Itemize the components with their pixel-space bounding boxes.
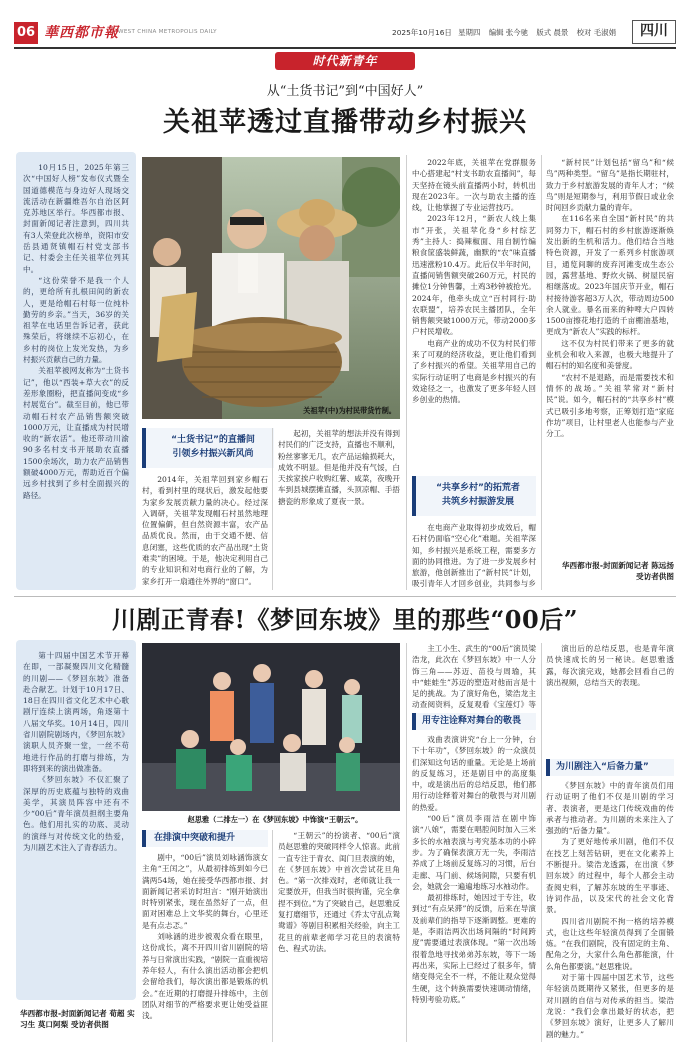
story1-body-col-a bbox=[142, 474, 268, 590]
story2-subhead2-box bbox=[412, 713, 536, 730]
story1-paragraph: 2022年底，关祖苹在党群服务中心搭建起“村支书助农直播间”，每天坚持在镜头前直播两小时，转机出现在2023年。一次与助农主播的连线，让他掌握了专业运营技巧。 bbox=[412, 158, 536, 213]
story1-kicker: 从“土货书记”到“中国好人” bbox=[266, 84, 424, 99]
story1-paragraph: “农村不是退路，而是需要技术和情怀的战场。”关祖苹常对“新村民”说。如今，帽石村的“共享乡村”模式已吸引多地考察，正筹划打造“家庭作坊”项目，让村里老人也能参与产业分工。 bbox=[546, 372, 674, 439]
story2-body-col-c bbox=[412, 643, 536, 709]
section-label: 四川 bbox=[632, 20, 676, 44]
story2-paragraph: 戏曲表演讲究“台上一分钟，台下十年功”，《梦回东坡》的一众演员们深知这句话的重量。无论是上场前的反复练习，还是剧目中的高度集中，或是演出后的总结反思，他们都用行动诠释着对舞台的敬畏与对川剧的热爱。 bbox=[412, 735, 536, 812]
livestream-photo-illustration bbox=[142, 157, 400, 419]
story2-headline: 川剧正青春!《梦回东坡》里的那些“00后” bbox=[111, 605, 579, 634]
story2-paragraph: 演出后的总结反思，也是青年演员快速成长的另一秘诀。赵思雅透露，每次演完戏，她都会回看自己的演出视频，总结当天的表现。 bbox=[546, 644, 674, 687]
story1-paragraph: 在116名来自全国“新村民”的共同努力下，帽石村的乡村旅游逐渐焕发出新的生机和活力。他们结合当地特色资源，开发了一系列乡村旅游项目，通览间聊的废弃河滩变成生态公园，露营基地、野炊火锅、树屋民宿相继落成。2023年国庆节开业，帽石村接待游客超3万人次，带动周边500余人就业。暴名而来的种啤大户四转1500亩擦花地打造的千亩棚油基地，更成为“新农人”实践的标杆。 bbox=[546, 214, 674, 337]
story2-body-col-b bbox=[278, 830, 400, 1042]
story2-paragraph: “00后”演员李雨洁在剧中饰演“八娘”，需要在唱腔间时加入三米多长的水袖表演与考究基本功的小碎步。为了确保表演万无一失，李雨洁养成了上场前反复练习的习惯，后台走廊、马门前、候场间隙，只要有机会，她就会一遍遍地练习水袖动作。 bbox=[412, 814, 536, 891]
story2-subhead1: 在排演中突破和提升 bbox=[154, 833, 236, 843]
story2-paragraph: 《梦回东坡》中的青年演员们用行动证明了他们不仅是川剧的学习者、表演者，更是这门传统戏曲的传承者与推动者。为川剧的未来注入了强劲的“后备力量”。 bbox=[546, 781, 674, 836]
story1-paragraph: 2014年，关祖苹回到家乡帽石村，看到村里的现状后，激发起他要为家乡发展贡献力量的决心。经过深入调研，关祖苹发现帽石村虽然地理位置偏僻，但自然资源丰富，农产品品质优良。然而，由于交通不便、信息闭塞，这些优质的农产品出现“土货难卖”的困境。于是，他决定利用自己的专业知识和对电商行业的了解，为家乡打开一扇通往外界的“窗口”。 bbox=[142, 475, 268, 586]
story2-paragraph: 对于第十四届中国艺术节，这些年轻演员既期待又紧张，但更多的是对川剧的自信与对传承的担当。梁浩龙说：“我们会拿出最好的状态，把《梦回东坡》演好，让更多人了解川剧的魅力。” bbox=[546, 973, 674, 1039]
story2-byline: 华西都市报-封面新闻记者 荀超 实习生 莫口阿梨 受访者供图 bbox=[20, 1009, 135, 1029]
story2-paragraph: 主工小生、武生的“00后”演员梁浩龙，此次在《梦回东坡》中一人分饰三角——苏迈、苗役与周瑜，其中“蛙蛙生”苏迈的塑造对他而言是十足的挑战。为了演好角色，梁浩龙主动查阅资料，反复观看《宝莲灯》等 bbox=[412, 644, 536, 709]
story1-body-col-b bbox=[278, 428, 400, 590]
story1-photo bbox=[142, 157, 400, 419]
story2-photo-caption: 赵思雅（二排左一）在《梦回东坡》中饰演“王朝云”。 bbox=[187, 815, 363, 824]
story2-subhead3-box bbox=[546, 759, 674, 776]
story2-paragraph: 剧中，“00后”演员刘咏涵饰演女主角“王闰之”，从最初排练到如今已满两54场，她在接受华西都市报、封面新闻记者采访时坦言：“刚开始演出时特别紧张，现在虽然好了一点，但面对困难总上文华奖的舞台，心里还是有点忐忑。” bbox=[142, 853, 268, 930]
story2-paragraph: “王朝云”的扮演者、“00后”演员赵思雅的突破同样令人惊喜。此前一直专注于青衣、闺门旦表演的她，在《梦回东坡》中首次尝试花旦角色。“第一次排戏时，老师就让我一定要放开，但我当时很拘谨，完全拿捏不到位。”为了突破自己，赵思雅反复打磨细节，还通过《乔太守乱点鸳鸯谱》等剧目积累相关经验，向主工花旦的前辈老师学习花旦的表演特色、程式功法。 bbox=[278, 831, 400, 953]
column-divider bbox=[272, 428, 273, 590]
story-divider bbox=[14, 596, 676, 597]
story1-subhead: “土货书记”的直播间 引领乡村振兴新风尚 bbox=[171, 435, 255, 459]
header-rule bbox=[14, 47, 676, 49]
story1-subhead2-box bbox=[412, 476, 536, 516]
story1-body-col-d bbox=[412, 522, 536, 590]
story2-body-col-d bbox=[412, 734, 536, 1042]
story2-intro-box bbox=[16, 640, 136, 1000]
page-number: 06 bbox=[14, 22, 38, 44]
story1-paragraph: 电商产业的成功不仅为村民们带来了可观的经济收益，更让他们看到了乡村振兴的希望。关祖苹用自己的实际行动证明了电商是乡村振兴的有效途径之一，也激发了更多年轻人回乡创业的热情。 bbox=[412, 338, 536, 405]
story1-intro-paragraph: 关祖苹被网友称为“土货书记”，他以“西装+草大衣”的反差形象圈粉，把直播间变成“乡村展览台”。截至目前，他已带动帽石村农产品销售额突破1000万元，让直播成为村民增收的“新农活”。他还带动川渝90多名村支书开展助农直播1500余场次，助力农产品销售额破4000万元，帮助近百个偏远乡村找到了乡村全面振兴的路径。 bbox=[23, 366, 129, 500]
story2-subhead2: 用专注诠释对舞台的敬畏 bbox=[422, 716, 522, 726]
story2-body-col-a bbox=[142, 852, 268, 1042]
column-divider bbox=[541, 155, 542, 590]
story1-headline: 关祖苹透过直播带动乡村振兴 bbox=[163, 107, 527, 138]
story1-intro-paragraph: “这份荣誉不是我一个人的，更给所有扎根田间的新农人，更是给帽石村每一位纯朴勤劳的乡亲。”当天，36岁的关祖苹在电话里告诉记者，获此殊荣后，将继续不忘初心，在乡村的岗位上发光发热，为乡村振兴贡献自己的力量。 bbox=[23, 275, 129, 365]
story1-body-col-c bbox=[412, 157, 536, 469]
story1-body-col-e bbox=[546, 157, 674, 555]
column-divider bbox=[406, 155, 407, 590]
section-banner bbox=[275, 52, 415, 70]
paper-name-en: WEST CHINA METROPOLIS DAILY bbox=[118, 29, 217, 35]
column-divider bbox=[541, 643, 542, 1042]
story1-paragraph: 起初，关祖苹的想法并没有得到村民们的广泛支持，直播也不顺利，粉丝寥寥无几，农产品运输损耗大，成效不明显。但是他并没有气馁，白天挨家挨户收购红薯、咸菜，夜晚开车到县城摆摊直播，头顶凉帽、手捂搪瓷的形象成了夏夜一景。 bbox=[278, 429, 400, 506]
story2-intro-paragraph: 第十四届中国艺术节开幕在即，一部凝聚四川文化精髓的川剧——《梦回东坡》准备赴合献艺。计划于10月17日、18日在四川省文化艺术中心歌剧厅连续上演两场，角逐第十八届文华奖。10月14日，四川省川剧院剧场内，《梦回东坡》演职人员齐聚一堂，一丝不苟地进行作品的打磨与排练，为即将到来的演出做准备。 bbox=[23, 651, 129, 773]
design-credit: 版式 晨景 bbox=[536, 28, 569, 37]
paper-name: 華西都市報 bbox=[44, 25, 119, 41]
story2-photo bbox=[142, 643, 400, 811]
proof-credit: 校对 毛淑娟 bbox=[576, 28, 616, 37]
story2-subhead1-box bbox=[142, 830, 268, 847]
column-divider bbox=[406, 643, 407, 1042]
story1-intro-box bbox=[16, 152, 136, 590]
story2-subhead3: 为川剧注入“后备力量” bbox=[556, 762, 649, 772]
story1-byline: 华西都市报-封面新闻记者 陈远扬 受访者供图 bbox=[561, 561, 674, 581]
story1-photo-caption: 关祖苹(中)为村民带货竹制。 bbox=[303, 406, 396, 415]
header-info bbox=[392, 27, 616, 38]
issue-date: 2025年10月16日 bbox=[392, 28, 452, 37]
story1-intro-paragraph: 10月15日，2025年第三次“中国好人榜”发布仪式暨全国道德模范与身边好人现场交流活动在新疆维吾尔自治区阿克苏地区举行。华西都市报、封面新闻记者注意到，四川共有3人荣登此次榜单，资阳市安岳县通贤镇帽石村党支部书记、村委会主任关祖苹位列其中。 bbox=[23, 163, 129, 274]
story2-paragraph: 为了更好地传承川剧，他们不仅在技艺上刻苦钻研，更在文化素养上不断提升。梁浩龙透露，在出演《梦回东坡》的过程中，每个人都会主动查阅史料，了解苏东坡的生平事迹、诗词作品，以及宋代的社会文化背景。 bbox=[546, 837, 674, 915]
section-banner-text: 时代新青年 bbox=[312, 54, 378, 68]
story2-paragraph: 最初排练时，她因过于专注，收到过“有点呆滞”的反馈，后来在导演及前辈们的指导下逐渐调整。更难的是，李雨洁两次出场间隔的“时间跨度”需要通过表演体现。“第一次出场很着急地寻找弟弟苏东坡，等下一场再出来，实际上已经过了很多年，情绪变得完全不一样，不能让观众觉得生硬，这个转换需要快速调动情绪，特别考验功底。” bbox=[412, 893, 536, 1004]
issue-weekday: 星期四 bbox=[458, 28, 481, 37]
story1-subhead-box bbox=[142, 428, 274, 468]
story1-paragraph: 2023年12月，“新农人线上集市”开张，关祖苹化身“乡村综艺秀”主持人：捣辣椒面、用自制竹编粮食筐盛装鲜蔬，幽默的“农”味直播迅速涨粉10.4万。此后仅半年时间，直播间销售额突破260万元，村民的摊位1分钟售馨，土鸡3秒钟被抢光。2024年，他牵头成立“百村同行·助农联盟”，培养农民主播团队，全年销售额突破1000万元，带动2000多户村民增收。 bbox=[412, 214, 536, 337]
story2-body-col-e bbox=[546, 643, 674, 755]
story1-paragraph: 这不仅为村民们带来了更多的就业机会和收入来源，也极大地提升了帽石村的知名度和美誉度。 bbox=[546, 338, 674, 371]
story2-paragraph: 四川省川剧院不拘一格的培养模式，也让这些年轻演员得到了全面锻炼。“在我们剧院，没有固定的主角、配角之分，大家什么角色都能演，什么角色都要演。”赵思雅说。 bbox=[546, 916, 674, 971]
opera-photo-illustration bbox=[142, 643, 400, 811]
masthead bbox=[14, 20, 676, 48]
story1-subhead2: “共享乡村”的拓荒者 共筑乡村振游发展 bbox=[436, 483, 520, 507]
story2-paragraph: 刘咏涵的进步被观众看在眼里，这份成长，离不开四川省川剧院的培养与日常演出实践，“剧院一直重视培养年轻人，有什么演出活动都会把机会留给我们，每次演出都是锻炼的机会。”在近期的打磨提升排练中，主创团队对细节的严格要求更让她受益匪浅。 bbox=[142, 932, 268, 1021]
story2-body-col-f bbox=[546, 780, 674, 1042]
story2-intro-paragraph: 《梦回东坡》不仅汇聚了深厚的历史底蕴与独特的戏曲美学，其演员阵容中还有不少“00后”青年演员担纲主要角色。他们用扎实的功底、灵动的演绎与对传统文化的热爱，为川剧艺术注入了青春活力。 bbox=[23, 775, 129, 853]
story1-paragraph: 在电商产业取得初步成效后，帽石村仍面临“空心化”难题。关祖苹深知，乡村振兴是系统工程，需要多方面的协同推进。为了进一步发展乡村旅游，他创新推出了“新村民”计划，吸引青年人才回乡创业，共同参与乡 bbox=[412, 523, 536, 589]
column-divider bbox=[272, 830, 273, 1042]
editor-credit: 编辑 张今驰 bbox=[488, 28, 529, 37]
story1-paragraph: “新村民”计划包括“留乌”和“候鸟”两种类型。“留乌”是指长期驻村，致力于乡村旅游发展的青年人才；“候鸟”则是短期参与，利用节假日或业余时间回乡贡献力量的青年。 bbox=[546, 158, 674, 213]
